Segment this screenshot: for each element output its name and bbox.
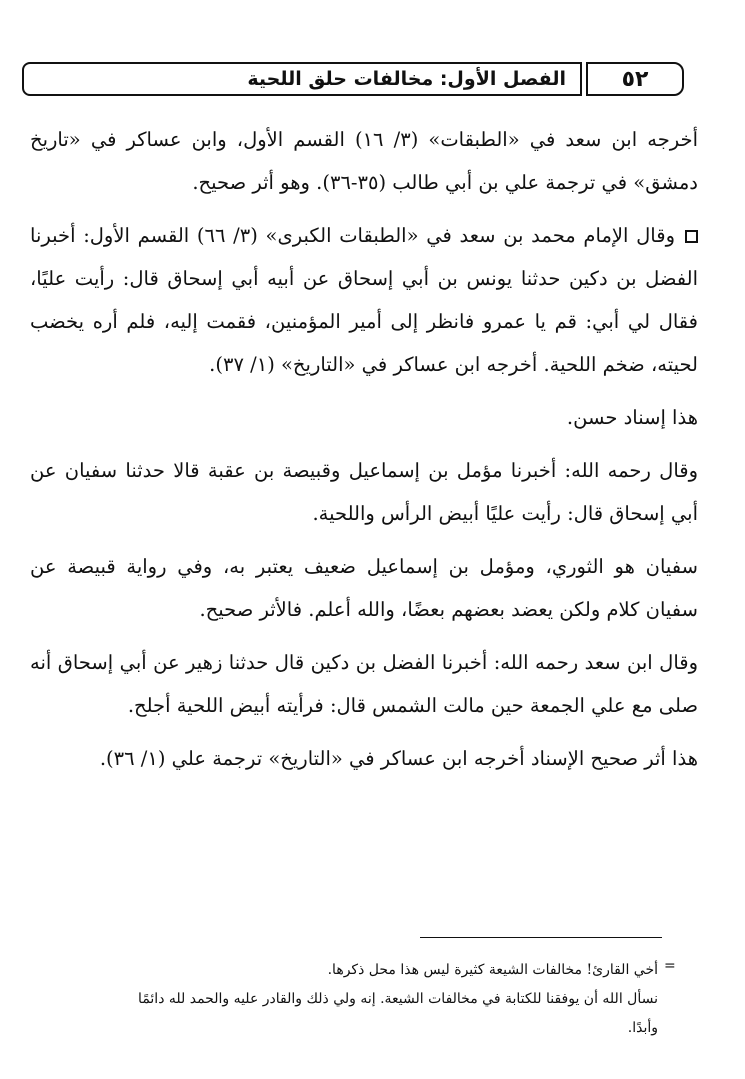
- checkbox-icon: [685, 230, 698, 243]
- chapter-title: الفصل الأول: مخالفات حلق اللحية: [247, 68, 566, 90]
- main-text: [30, 118, 698, 780]
- paragraph-5: سفيان هو الثوري، ومؤمل بن إسماعيل ضعيف يعتبر به، وفي رواية قبيصة عن سفيان كلام ولكن يعضد بعضهم بعضًا، والله أعلم. فالأثر صحيح.: [30, 555, 698, 621]
- paragraph-1: أخرجه ابن سعد في «الطبقات» (٣/ ١٦) القسم الأول، وابن عساكر في «تاريخ دمشق» في ترجمة علي بن أبي طالب (٣٥-٣٦). وهو أثر صحيح.: [30, 128, 698, 194]
- footnote-divider: [420, 937, 662, 938]
- footnote: [110, 956, 658, 1043]
- footnote-line-2: نسأل الله أن يوفقنا للكتابة في مخالفات الشيعة. إنه ولي ذلك والقادر عليه والحمد لله دائمًا وأبدًا.: [138, 991, 658, 1036]
- paragraph-2-wrapper: [30, 214, 698, 386]
- footnote-continuation-marker: =: [664, 958, 676, 974]
- chapter-header: [22, 62, 582, 96]
- footnote-line-1: أخي القارئ! مخالفات الشيعة كثيرة ليس هذا محل ذكرها.: [327, 962, 658, 978]
- page-number-box: [586, 62, 684, 96]
- paragraph-4: وقال رحمه الله: أخبرنا مؤمل بن إسماعيل وقبيصة بن عقبة قالا حدثنا سفيان عن أبي إسحاق قال: رأيت عليًا أبيض الرأس واللحية.: [30, 459, 698, 525]
- paragraph-3: هذا إسناد حسن.: [566, 406, 698, 429]
- page-number: ٥٢: [621, 66, 649, 92]
- paragraph-6: وقال ابن سعد رحمه الله: أخبرنا الفضل بن دكين قال حدثنا زهير عن أبي إسحاق أنه صلى مع علي الجمعة حين مالت الشمس قال: فرأيته أبيض اللحية أجلح.: [30, 651, 698, 717]
- paragraph-7: هذا أثر صحيح الإسناد أخرجه ابن عساكر في «التاريخ» ترجمة علي (١/ ٣٦).: [99, 747, 698, 770]
- paragraph-2: وقال الإمام محمد بن سعد في «الطبقات الكبرى» (٣/ ٦٦) القسم الأول: أخبرنا الفضل بن دكين حدثنا يونس بن أبي إسحاق عن أبيه أبي إسحاق قال: رأيت عليًا، فقال لي أبي: قم يا عمرو فانظر إلى أمير المؤمنين، فقمت إليه، فلم أره يخضب لحيته، ضخم اللحية. أخرجه ابن عساكر في «التاريخ» (١/ ٣٧).: [30, 224, 698, 376]
